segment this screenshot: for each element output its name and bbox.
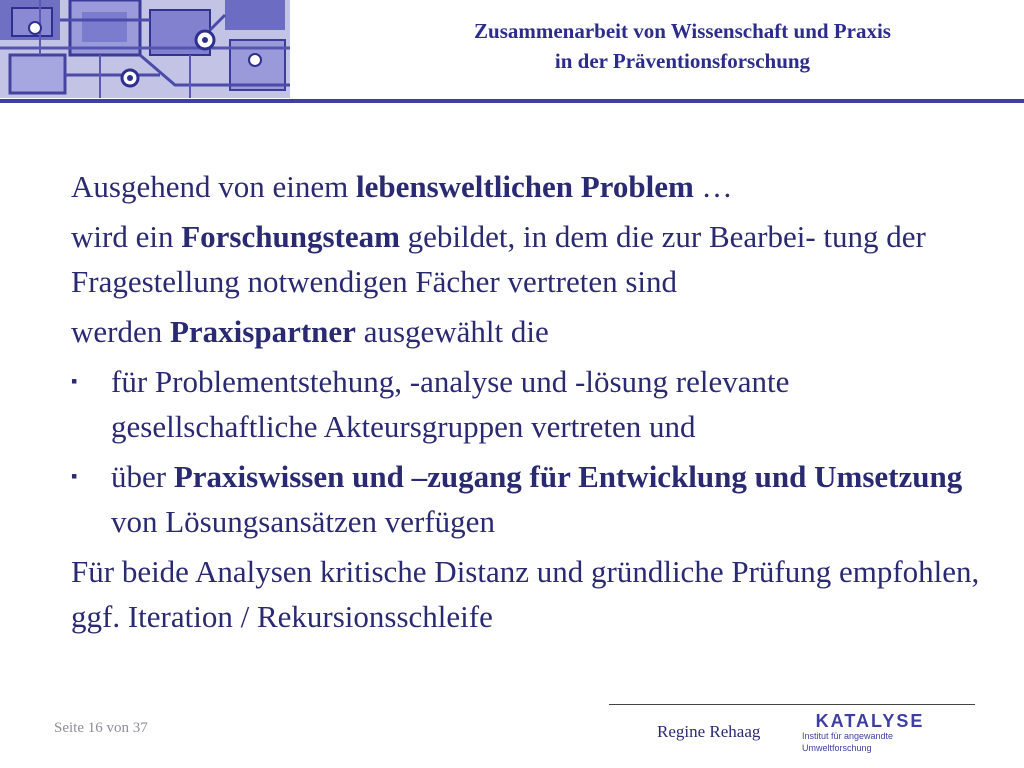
header-title-line2: in der Präventionsforschung	[554, 49, 811, 73]
page-number: Seite 16 von 37	[54, 720, 148, 736]
footer-divider	[609, 704, 975, 705]
logo-name: KATALYSE	[815, 711, 925, 731]
bullet-emphasis: Praxiswissen und –zugang für Entwicklung und Umsetzung	[173, 459, 963, 494]
paragraph-problem	[71, 164, 991, 209]
paragraph-emphasis: Praxispartner	[169, 314, 356, 349]
bullet-text: über	[111, 459, 174, 494]
paragraph-text: ausgewählt die	[355, 314, 549, 349]
paragraph-text: gebildet, in dem die zur Bearbei- tung der Fragestellung notwendigen Fächer vertreten sind	[71, 219, 926, 299]
paragraph-emphasis: lebensweltlichen Problem	[355, 169, 694, 204]
paragraph-research-team	[71, 214, 991, 304]
bullet-text: von Lösungsansätzen verfügen	[111, 504, 495, 539]
paragraph-practice-partners	[71, 309, 991, 354]
header-title-line1: Zusammenarbeit von Wissenschaft und Praxis	[474, 19, 891, 43]
paragraph-text: werden	[71, 314, 170, 349]
slide-body	[71, 164, 991, 644]
slide-header-title	[380, 16, 985, 76]
bullet-icon: ▪	[71, 371, 78, 391]
logo-subtitle: Institut für angewandte Umweltforschung	[802, 731, 894, 753]
bullet-item	[71, 454, 991, 544]
bullet-icon: ▪	[71, 466, 78, 486]
paragraph-analysis: Für beide Analysen kritische Distanz und gründliche Prüfung empfohlen, ggf. Iteration / Rekursionsschleife	[71, 554, 980, 634]
bullet-item	[71, 359, 991, 449]
paragraph-text: …	[693, 169, 733, 204]
author-name: Regine Rehaag	[657, 722, 761, 741]
katalyse-logo	[800, 711, 960, 753]
paragraph-text: Ausgehend von einem	[71, 169, 356, 204]
header-divider	[0, 99, 1024, 103]
bullet-text: für Problementstehung, -analyse und -lösung relevante gesellschaftliche Akteursgruppen vertreten und	[111, 364, 790, 444]
circuit-board-graphic	[0, 0, 290, 98]
paragraph-text: wird ein	[71, 219, 182, 254]
paragraph-emphasis: Forschungsteam	[181, 219, 400, 254]
